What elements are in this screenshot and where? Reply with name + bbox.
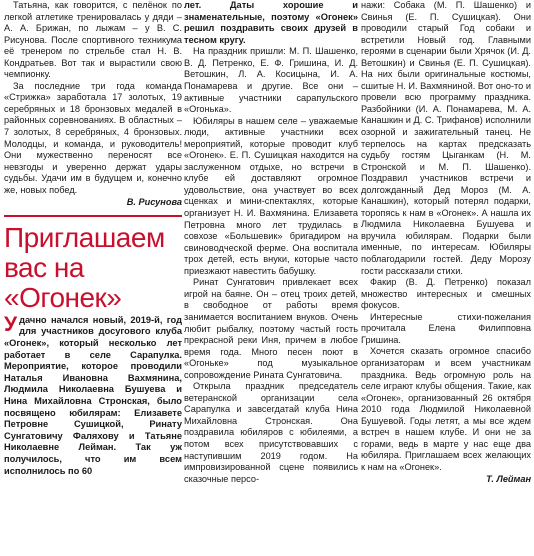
column-left	[4, 0, 182, 477]
author-signature-leiman: Т. Лейман	[486, 474, 531, 485]
section-divider	[4, 215, 182, 217]
paragraph-poems: Интересные стихи-пожелания прочитала Елена Филипповна Гришина.	[361, 311, 531, 345]
paragraph-guests: На праздник пришли: М. П. Шашенко, В. Д. Петренко, Е. Ф. Гришина, И. Д. Ветошкин, Л. А. Косицына, И. А. Понамарева и другие. Все они – активные участники сарапульского «Огонька».	[184, 46, 358, 115]
paragraph-fakir: Факир (В. Д. Петренко) показал множество интересных и смешных фокусов.	[361, 277, 531, 311]
article-lead-continued: лет. Даты хорошие и знаменательные, поэтому «Огонек» решил поздравить своих друзей в тесном кругу.	[184, 0, 358, 45]
paragraph-opening: Открыла праздник председатель ветеранской организации села Сарапулка и завсегдатай клуба Нина Михайловна Стронская. Она поздравила юбиляров с юбилеями, а потом всех присутствовавших с наступившим 2019 годом. На импровизированной сцене появились сказочные персо-	[184, 381, 358, 484]
lead-text: дачно начался новый, 2019-й, год для участников досугового клуба «Огонек», который несколько лет работает в селе Сарапулка. Мероприятие, которое проводили Наталья Ивановна Вахмянина, Людмила Николаевна Бушуева и Нина Михайловна Стронская, было посвящено юбилярам: Елизавете Петровне Сушицкой, Ринату Сунгатовичу Фаляхову и Татьяне Николаевне Лейман. Так уж получилось, что им всем исполнилось по 60	[4, 314, 182, 476]
drop-cap: У	[4, 312, 18, 336]
paragraph-thanks: Хочется сказать огромное спасибо организаторам и всем участникам праздника. Ведь огромную роль на селе играют клубы общения. Такие, как «Огонек», организованный 26 октября 2010 года Людмилой Николаевной Бушуевой. Годы летят, а мы все ждем встреч в нашем клубе. И они не за горами, ведь в марте у нас еще два юбиляра. Приглашаем всех желающих к нам на «Огонек».	[361, 346, 531, 472]
column-middle	[184, 0, 358, 485]
article-headline: Приглашаем вас на «Огонек»	[4, 221, 165, 313]
paragraph-characters: нажи: Собака (М. П. Шашенко) и Свинья (Е. П. Сушицкая). Они проводили старый Год собаки и встретили Новый год. Главными героями в сценарии были Хрячок (И. Д. Ветошкин) и Свинья (Е. П. Сушицкая). На них были оригинальные костюмы, сшитые Н. И. Вахмяниной. Вот оно-то и провели всю программу праздника. Разбойники (И. А. Понамарева, М. А. Канашкин и Д. С. Трифанов) исполнили озорной и зажигательный танец. Не терпелось на картах предсказать судьбу гостям Цыганкам (Н. М. Стронской и М. П. Шашенко). Поздравил участников встречи и долгожданный Дед Мороз (М. А. Канашкин), который потерял подарки, торопясь к нам в «Огонек». А нашла их Людмила Николаевна Бушуева и вручила юбилярам. Подарки были именные, по интересам. Юбиляры поблагодарили гостей. Деду Морозу гости рассказали стихи.	[361, 0, 531, 276]
paragraph-rinat: Ринат Сунгатович привлекает всех игрой на баяне. Он – отец троих детей, в свободное от работы время занимается воспитанием внуков. Очень любит рыбалку, поэтому частый гость прекрасной реки Иня, причем в любое время года. Много песен поют в «Огоньке» под музыкальное сопровождение Рината Сунгатовича.	[184, 277, 358, 380]
column-right	[361, 0, 531, 486]
author-signature-risunova: В. Рисунова	[126, 197, 182, 208]
paragraph-jubilees: Юбиляры в нашем селе – уважаемые люди, активные участники всех мероприятий, которые проводит клуб «Огонек». Е. П. Сушицкая находится на заслуженном отдыхе, но встречи в клубе ей доставляют огромное удовольствие, она участвует во всех сценках и мини-спектаклях, которые организует Н. И. Вахмянина. Елизавета Петровна много лет трудилась в совхозе «Большевик» бригадиром на свиноводческой ферме. Она воспитала трох детей, есть внуки, которые часто приезжают навестить бабушку.	[184, 115, 358, 276]
article-lead	[4, 312, 182, 477]
paragraph-trainers: Татьяна, как говорится, с пелёнок по легкой атлетике тренировалась у дяди – А. А. Брижан, по лыжам – у В. С. Рисунова. После спортивного техникума её тренером по стрельбе стал Н. В. Кондратьев. Вот так и вырастили свою чемпионку.	[4, 0, 182, 80]
paragraph-medals: За последние три года команда «Стрижка» заработала 17 золотых, 19 серебряных и 18 бронзовых медалей в районных соревнованиях. В областных – 7 золотых, 8 серебряных, 4 бронзовых. Молодцы, и команда, и руководитель! Они мужественно переносят все невзгоды и уверенно держат удары судьбы. Удачи им в будущем и, конечно же, новых побед.	[4, 80, 182, 195]
